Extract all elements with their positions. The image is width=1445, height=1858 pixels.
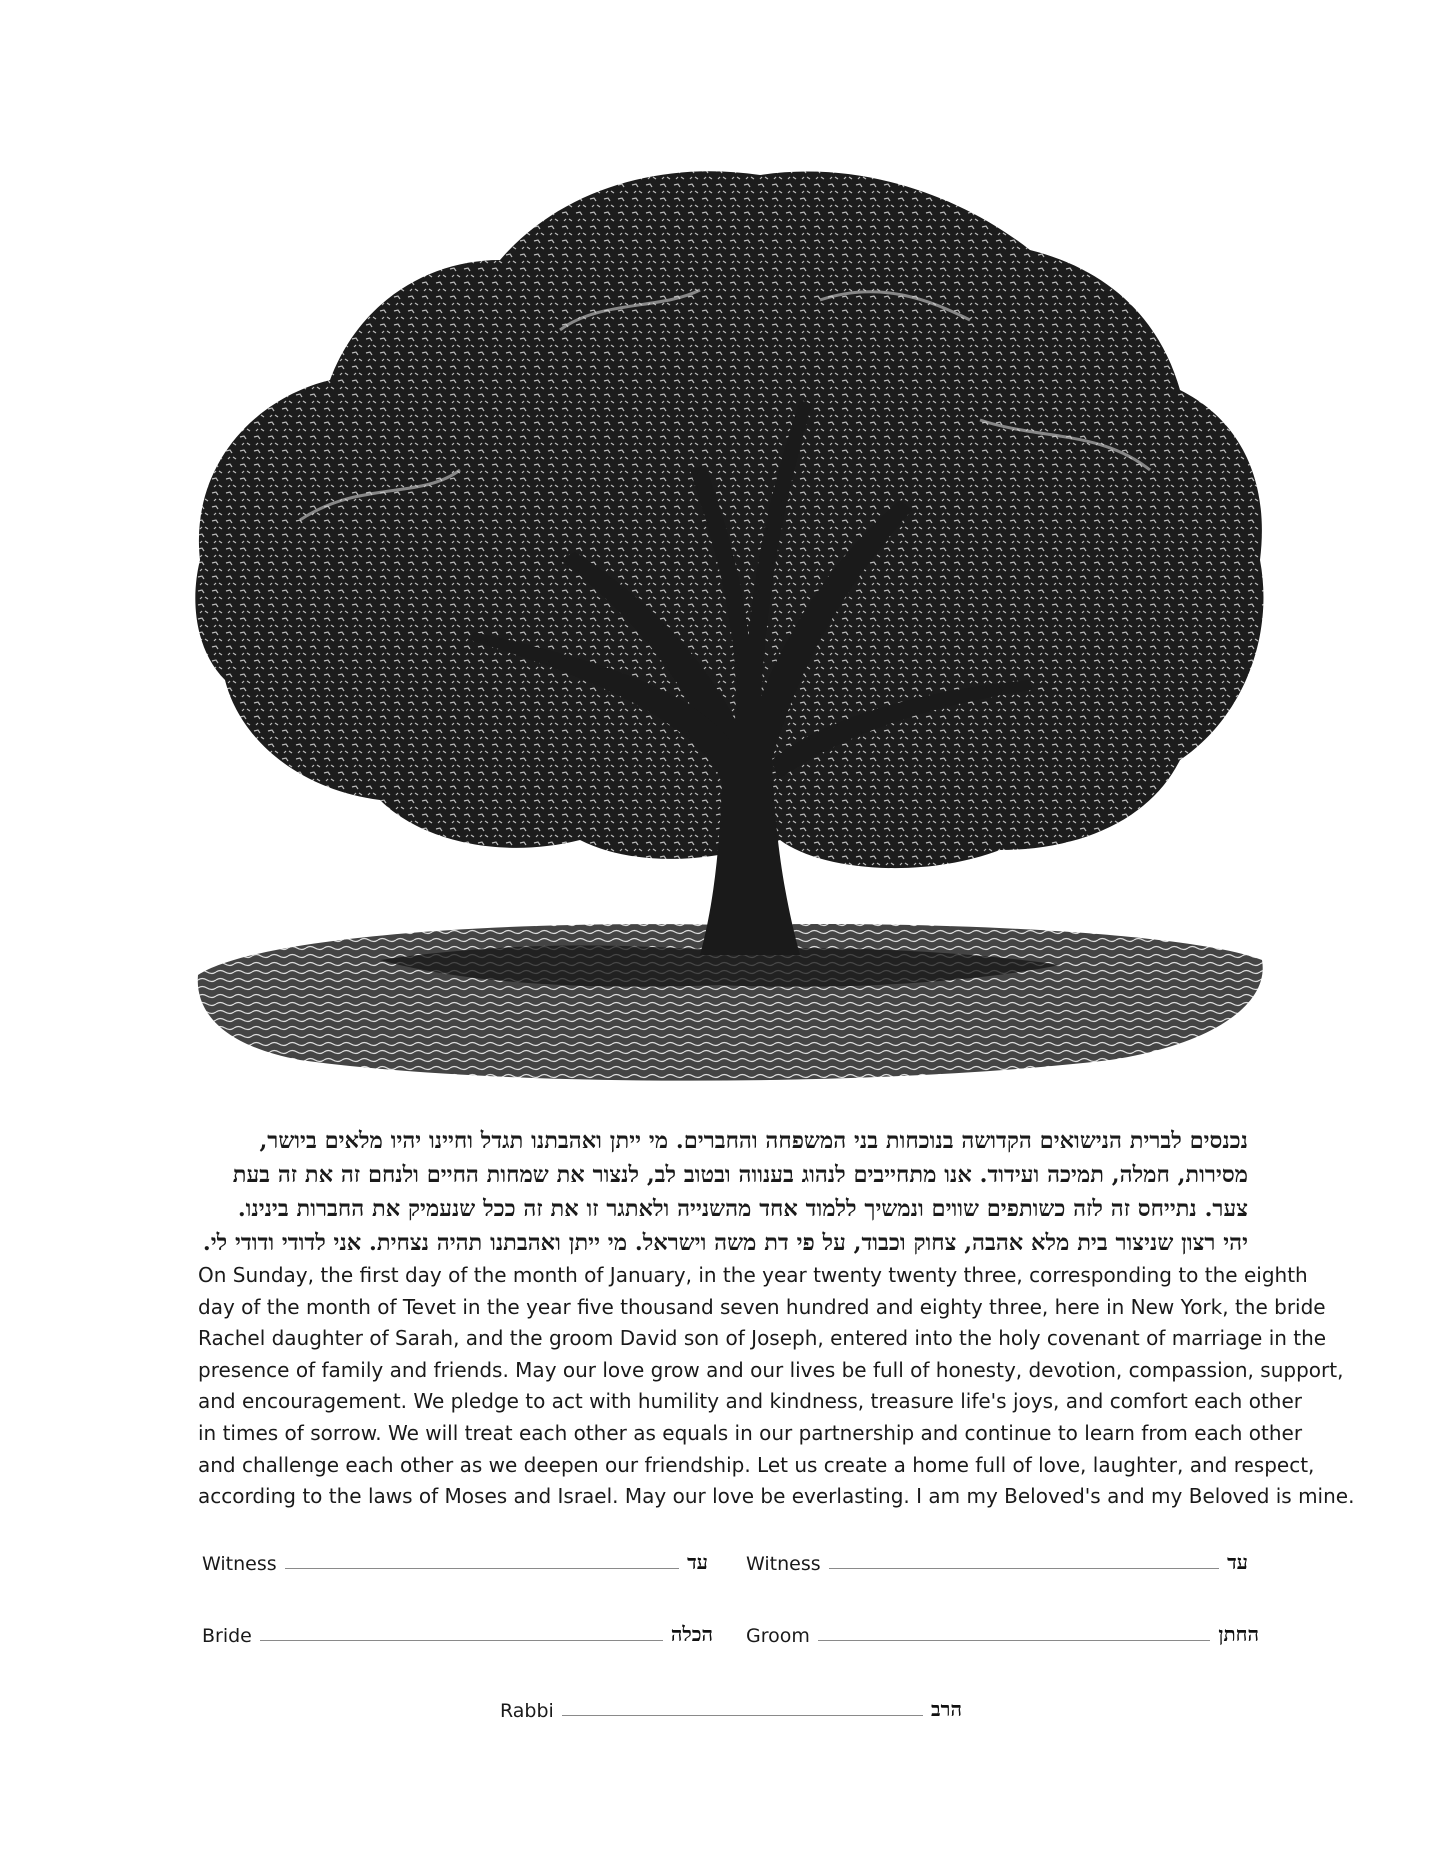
english-line: according to the laws of Moses and Israel. May our love be everlasting. I am my Beloved's and my Beloved is mine. (198, 1484, 1355, 1509)
witness-1-label: Witness (202, 1553, 277, 1575)
witness-1-hebrew-label: עד (687, 1550, 708, 1574)
english-line: presence of family and friends. May our love grow and our lives be full of honesty, devotion, compassion, support, (198, 1357, 1344, 1382)
bride-signature (202, 1617, 713, 1647)
groom-hebrew-label: החתן (1218, 1622, 1259, 1646)
rabbi-hebrew-label: הרב (931, 1697, 962, 1721)
english-line: and challenge each other as we deepen our friendship. Let us create a home full of love, laughter, and respect, (198, 1452, 1315, 1477)
witness-2-hebrew-label: עד (1227, 1550, 1248, 1574)
groom-label: Groom (746, 1625, 810, 1647)
groom-signature-line[interactable] (818, 1640, 1210, 1641)
hebrew-line: מסירות, חמלה, תמיכה ועידוד. אנו מתחייבים לנהוג בענווה ובטוב לב, לנצור את שמחות החיים ולנחם זה את זה בעת (232, 1162, 1248, 1188)
rabbi-signature-line[interactable] (562, 1715, 923, 1716)
rabbi-signature (500, 1692, 962, 1722)
witness-2-signature (746, 1545, 1248, 1575)
english-text-block (198, 1260, 1355, 1513)
witness-1-signature (202, 1545, 708, 1575)
witness-1-signature-line[interactable] (285, 1568, 679, 1569)
hebrew-line: צער. נתייחס זה לזה כשותפים שווים ונמשיך ללמוד אחד מהשנייה ולאתגר זו את זה ככל שנעמיק את החברות בינינו. (237, 1196, 1248, 1222)
groom-signature (746, 1617, 1259, 1647)
english-line: in times of sorrow. We will treat each other as equals in our partnership and continue to learn from each other (198, 1420, 1303, 1445)
english-line: Rachel daughter of Sarah, and the groom David son of Joseph, entered into the holy covenant of marriage in the (198, 1326, 1327, 1351)
hebrew-line: יהי רצון שניצור בית מלא אהבה, צחוק וכבוד, על פי דת משה וישראל. מי ייתן ואהבתנו תהיה נצחית. אני לדודי ודודי לי. (202, 1230, 1248, 1256)
bride-hebrew-label: הכלה (670, 1622, 713, 1646)
bride-label: Bride (202, 1625, 252, 1647)
witness-2-signature-line[interactable] (829, 1568, 1219, 1569)
bride-signature-line[interactable] (260, 1640, 663, 1641)
rabbi-label: Rabbi (500, 1700, 554, 1722)
hebrew-text-block (198, 1124, 1248, 1260)
english-line: On Sunday, the first day of the month of January, in the year twenty twenty three, corresponding to the eighth (198, 1263, 1308, 1287)
english-line: and encouragement. We pledge to act with humility and kindness, treasure life's joys, and comfort each other (198, 1389, 1302, 1414)
english-line: day of the month of Tevet in the year five thousand seven hundred and eighty three, here in New York, the bride (198, 1294, 1326, 1319)
hebrew-line: נכנסים לברית הנישואים הקדושה בנוכחות בני המשפחה והחברים. מי ייתן ואהבתנו תגדל וחיינו יהיו מלאים ביושר, (259, 1128, 1248, 1154)
witness-2-label: Witness (746, 1553, 821, 1575)
